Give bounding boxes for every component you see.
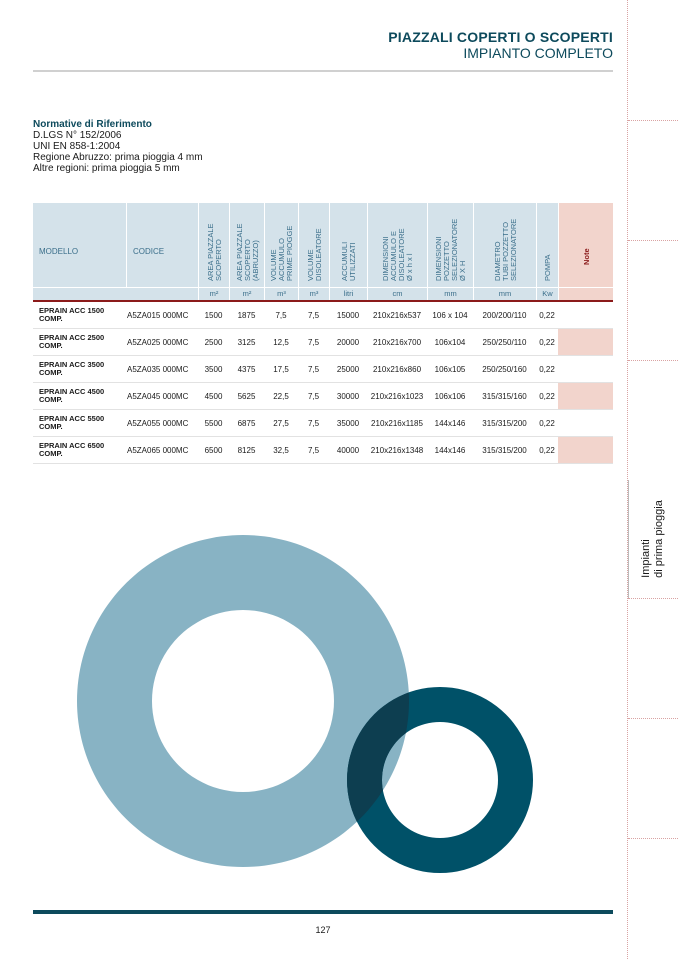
table-cell-codice: A5ZA065 000MC — [127, 445, 189, 455]
header-label-line: UTILIZZATI — [348, 242, 357, 281]
page-title: PIAZZALI COPERTI O SCOPERTI — [388, 29, 613, 45]
header-label-line: SCOPERTO — [213, 239, 223, 281]
table-cell-dim2: 144x146 — [434, 418, 466, 428]
table-cell-pompa: 0,22 — [539, 391, 555, 401]
header-label-line: AREA PIAZZALE — [234, 223, 244, 281]
table-cell-litri: 35000 — [336, 418, 360, 428]
norms-title: Normative di Riferimento — [33, 119, 152, 130]
sidebar-divider — [628, 598, 678, 599]
model-line: COMP. — [39, 422, 63, 431]
table-cell-dim2: 106x104 — [434, 337, 466, 347]
table-cell-area1: 2500 — [204, 337, 223, 347]
header-label-line: SCOPERTO — [242, 239, 252, 281]
table-cell-area2: 5625 — [237, 391, 256, 401]
model-line: EPRAIN ACC 3500 — [39, 359, 105, 369]
table-cell-vol2: 7,5 — [307, 310, 320, 320]
page-number: 127 — [315, 925, 331, 935]
unit-cell: m² — [198, 288, 229, 300]
table-cell-dim1: 210x216x537 — [372, 310, 422, 320]
table-cell-area2: 1875 — [237, 310, 256, 320]
model-line: EPRAIN ACC 6500 — [39, 440, 105, 450]
model-line: EPRAIN ACC 5500 — [39, 413, 105, 423]
sidebar-divider — [628, 120, 678, 121]
model-line: COMP. — [39, 314, 63, 323]
unit-cell: mm — [473, 288, 536, 300]
table-cell-diam: 250/250/110 — [482, 337, 527, 347]
unit-cell: mm — [427, 288, 473, 300]
table-cell-area1: 3500 — [204, 364, 223, 374]
header-label-line: DIMENSIONI — [434, 236, 443, 281]
table-cell-dim1: 210x216x1348 — [370, 445, 424, 455]
table-cell-pompa: 0,22 — [539, 418, 555, 428]
table-cell-area2: 3125 — [237, 337, 256, 347]
header-label-line: TUBI POZZETTO — [500, 221, 510, 281]
table-cell-codice: A5ZA055 000MC — [127, 418, 189, 428]
table-cell-diam: 315/315/200 — [482, 418, 527, 428]
sidebar-divider — [628, 240, 678, 241]
table-cell-diam: 250/250/160 — [482, 364, 527, 374]
unit-cell: cm — [367, 288, 427, 300]
sidebar-tab-label[interactable] — [628, 480, 678, 598]
table-cell-litri: 20000 — [336, 337, 360, 347]
sidebar-divider — [628, 718, 678, 719]
header-label-line: DIAMETRO — [492, 241, 502, 281]
footer-rule — [33, 910, 613, 914]
table-cell-vol2: 7,5 — [307, 445, 320, 455]
table-cell-area2: 6875 — [237, 418, 256, 428]
table-cell-dim1: 210x216x700 — [372, 337, 422, 347]
table-cell-vol1: 32,5 — [273, 445, 289, 455]
table-cell-vol1: 17,5 — [273, 364, 289, 374]
table-cell-litri: 40000 — [336, 445, 360, 455]
norm-line: UNI EN 858-1:2004 — [33, 141, 121, 152]
header-label-line: SELEZIONATORE — [508, 218, 518, 281]
table-cell-dim2: 144x146 — [434, 445, 466, 455]
table-cell-pompa: 0,22 — [539, 445, 555, 455]
header-label-line: AREA PIAZZALE — [205, 223, 215, 281]
table-cell-vol2: 7,5 — [307, 418, 320, 428]
table-cell-codice: A5ZA025 000MC — [127, 337, 189, 347]
table-cell-pompa: 0,22 — [539, 337, 555, 347]
model-line: EPRAIN ACC 1500 — [39, 305, 105, 315]
table-cell-vol2: 7,5 — [307, 391, 320, 401]
table-cell-vol1: 12,5 — [273, 337, 289, 347]
model-line: EPRAIN ACC 4500 — [39, 386, 105, 396]
table-cell-litri: 30000 — [336, 391, 360, 401]
table-cell-vol1: 22,5 — [273, 391, 289, 401]
header-label-line: SELEZIONATORE — [450, 218, 459, 281]
table-cell-litri: 25000 — [336, 364, 360, 374]
table-cell-dim1: 210x216x1185 — [371, 418, 423, 428]
header-label-line: Note — [581, 248, 591, 265]
table-cell-dim1: 210x216x860 — [372, 364, 422, 374]
norm-line: D.LGS N° 152/2006 — [33, 130, 122, 141]
model-line: COMP. — [39, 395, 63, 404]
header-label-line: Ø X H — [458, 260, 467, 281]
table-cell-codice: A5ZA035 000MC — [127, 364, 189, 374]
table-cell-dim2: 106x106 — [434, 391, 466, 401]
table-cell-litri: 15000 — [336, 310, 360, 320]
table-cell-vol1: 7,5 — [275, 310, 287, 320]
table-cell-dim1: 210x216x1023 — [370, 391, 424, 401]
table-cell-area1: 6500 — [204, 445, 223, 455]
model-line: EPRAIN ACC 2500 — [39, 332, 105, 342]
table-cell-area1: 5500 — [204, 418, 223, 428]
sidebar-divider — [628, 838, 678, 839]
header-label-line: DISOLEATORE — [397, 228, 406, 281]
table-cell-vol2: 7,5 — [307, 337, 320, 347]
table-cell-vol1: 27,5 — [273, 418, 289, 428]
norm-line: Altre regioni: prima pioggia 5 mm — [33, 163, 180, 174]
norm-line: Regione Abruzzo: prima pioggia 4 mm — [33, 152, 203, 163]
table-cell-area2: 8125 — [237, 445, 256, 455]
sidebar-divider — [628, 360, 678, 361]
unit-cell: m³ — [298, 288, 329, 300]
header-label: CODICE — [133, 247, 165, 256]
header-label: MODELLO — [39, 247, 79, 256]
table-cell-diam: 315/315/160 — [482, 391, 527, 401]
table-cell-pompa: 0,22 — [539, 310, 555, 320]
header-label-line: (ABRUZZO) — [250, 240, 260, 281]
table-cell-diam: 315/315/200 — [482, 445, 527, 455]
table-cell-dim2: 106x105 — [434, 364, 466, 374]
header-label-line: ACCUMULO E — [389, 230, 398, 281]
table-cell-area1: 4500 — [204, 391, 223, 401]
header-label-line: VOLUME — [305, 249, 315, 281]
header-label-line: DISOLEATORE — [313, 228, 323, 281]
model-line: COMP. — [39, 341, 63, 350]
table-cell-codice: A5ZA045 000MC — [127, 391, 189, 401]
unit-cell: litri — [329, 288, 367, 300]
table-cell-dim2: 106 x 104 — [432, 310, 468, 320]
table-cell-vol2: 7,5 — [307, 364, 320, 374]
header-label-line: PRIME PIOGGE — [285, 225, 294, 281]
header-label-line: POMPA — [543, 254, 552, 281]
table-cell-codice: A5ZA015 000MC — [127, 310, 189, 320]
header-label-line: ACCUMULI — [340, 241, 349, 281]
unit-cell: m² — [229, 288, 264, 300]
model-line: COMP. — [39, 449, 63, 458]
unit-cell: m³ — [264, 288, 298, 300]
model-line: COMP. — [39, 368, 63, 377]
unit-cell: Kw — [536, 288, 558, 300]
sidebar-label-line: Impianti — [640, 539, 652, 578]
page-subtitle: IMPIANTO COMPLETO — [463, 45, 613, 61]
sidebar-label-line: di prima pioggia — [653, 500, 665, 578]
header-label-line: DIMENSIONI — [381, 236, 390, 281]
table-cell-area2: 4375 — [237, 364, 256, 374]
table-cell-diam: 200/200/110 — [482, 310, 527, 320]
table-cell-pompa: 0,22 — [539, 364, 555, 374]
table-cell-area1: 1500 — [204, 310, 223, 320]
header-label-line: POZZETTO — [442, 241, 451, 281]
header-label-line: ACCUMULO — [277, 238, 286, 281]
header-label-line: VOLUME — [269, 249, 278, 281]
header-label-line: Ø x h x l — [405, 253, 414, 281]
